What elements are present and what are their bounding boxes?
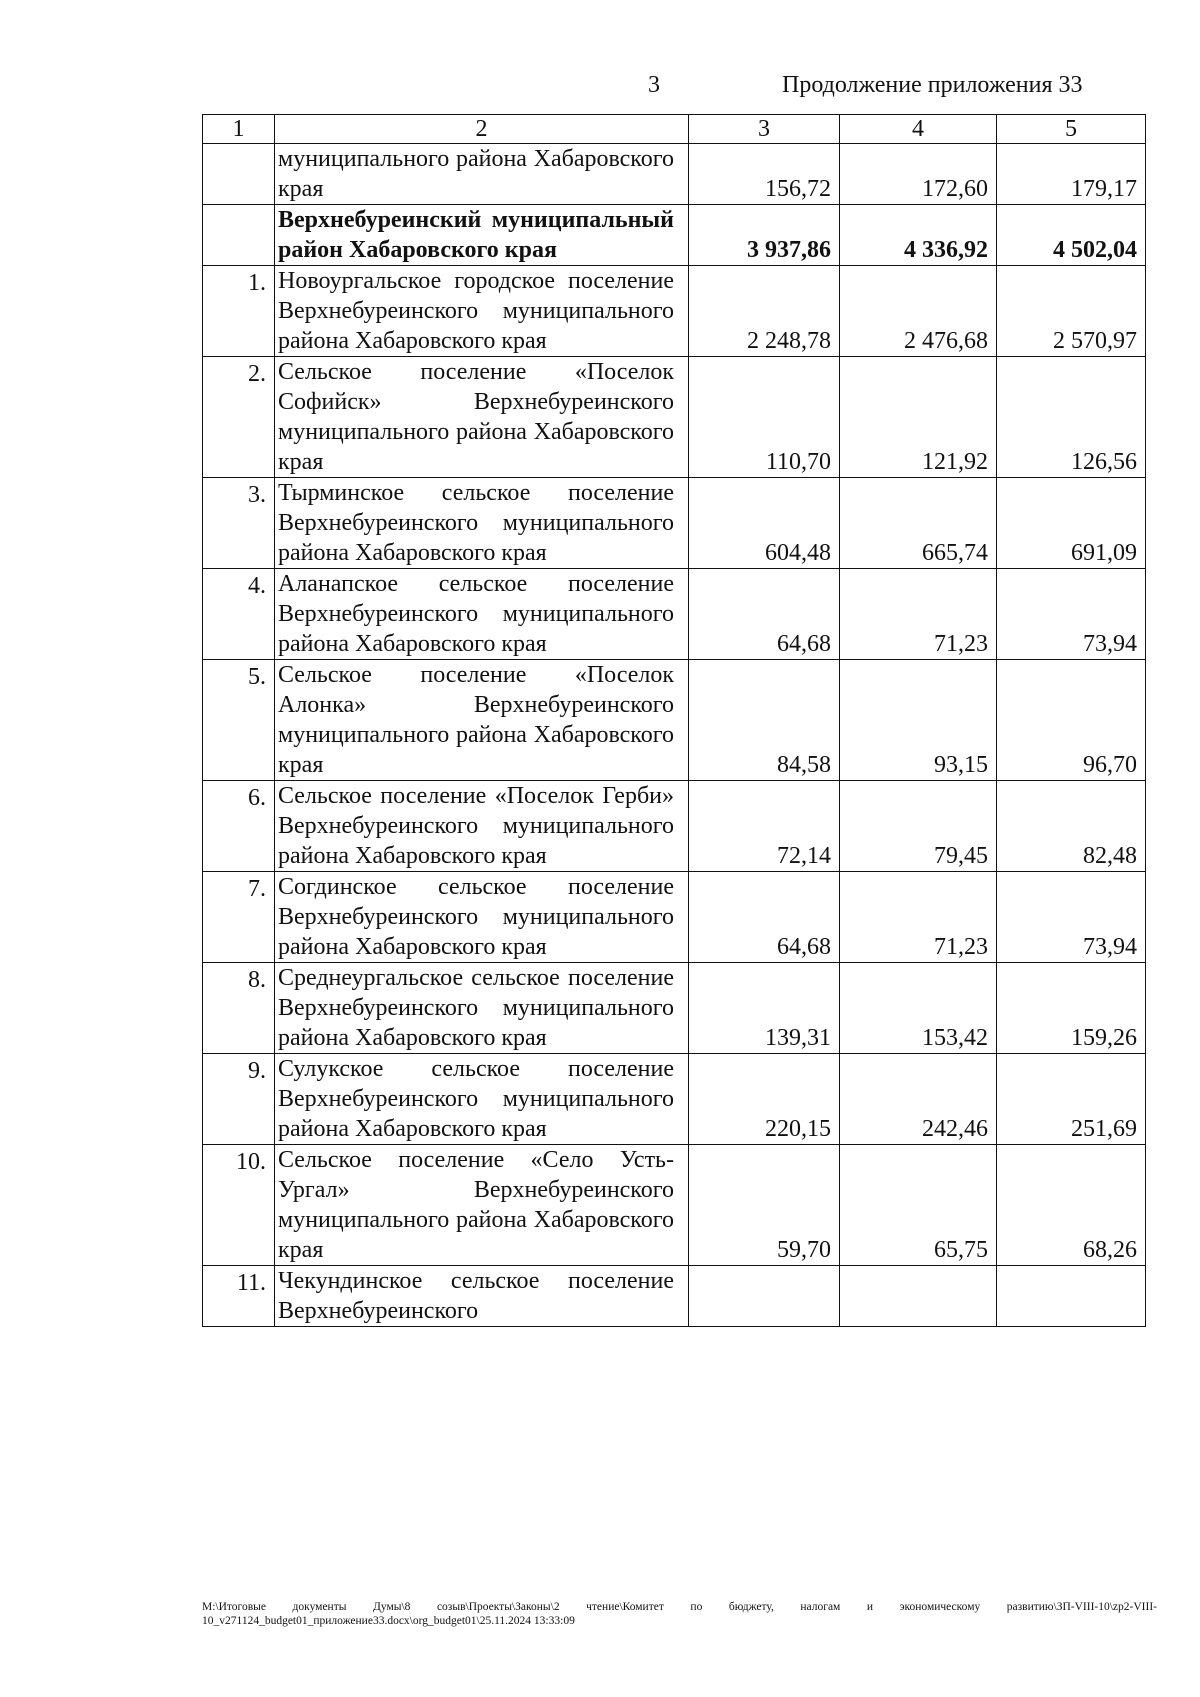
table-row [203,781,1146,872]
row-name: Среднеургальское сельское поселение Верхнебуреинского муниципального района Хабаровского края [275,963,689,1054]
row-value-col3: 220,15 [689,1054,840,1145]
row-number: 10. [203,1145,275,1266]
table-row [203,144,1146,205]
row-value-col3: 2 248,78 [689,266,840,357]
row-name: муниципального района Хабаровского края [275,144,689,205]
row-value-col4: 121,92 [840,357,997,478]
row-value-col5: 126,56 [997,357,1146,478]
row-name: Согдинское сельское поселение Верхнебуреинского муниципального района Хабаровского края [275,872,689,963]
row-name: Сельское поселение «Поселок Герби» Верхнебуреинского муниципального района Хабаровского края [275,781,689,872]
row-value-col4: 79,45 [840,781,997,872]
table-row [203,266,1146,357]
table-row [203,569,1146,660]
row-number: 3. [203,478,275,569]
row-value-col4: 4 336,92 [840,205,997,266]
column-header-5: 5 [997,115,1146,144]
row-number: 11. [203,1266,275,1327]
page-number: 3 [648,72,660,98]
row-value-col3 [689,1266,840,1327]
row-number: 7. [203,872,275,963]
row-value-col5: 73,94 [997,872,1146,963]
row-name: Верхнебуреинский муниципальный район Хабаровского края [275,205,689,266]
table-row [203,1266,1146,1327]
row-value-col5: 96,70 [997,660,1146,781]
table-body [203,115,1146,1327]
row-value-col4: 665,74 [840,478,997,569]
row-number: 2. [203,357,275,478]
row-value-col4: 93,15 [840,660,997,781]
row-name: Сельское поселение «Поселок Софийск» Верхнебуреинского муниципального района Хабаровского края [275,357,689,478]
row-value-col3: 64,68 [689,569,840,660]
row-value-col4: 242,46 [840,1054,997,1145]
column-header-3: 3 [689,115,840,144]
row-value-col4: 65,75 [840,1145,997,1266]
row-number: 9. [203,1054,275,1145]
row-number: 1. [203,266,275,357]
row-name: Сулукское сельское поселение Верхнебуреинского муниципального района Хабаровского края [275,1054,689,1145]
table-row [203,205,1146,266]
row-number [203,144,275,205]
table-row [203,478,1146,569]
row-value-col5: 4 502,04 [997,205,1146,266]
continuation-heading: Продолжение приложения 33 [782,72,1083,98]
row-value-col5: 82,48 [997,781,1146,872]
row-name: Новоургальское городское поселение Верхнебуреинского муниципального района Хабаровского края [275,266,689,357]
row-value-col5: 251,69 [997,1054,1146,1145]
column-header-1: 1 [203,115,275,144]
row-value-col5: 159,26 [997,963,1146,1054]
row-value-col5: 2 570,97 [997,266,1146,357]
row-number: 8. [203,963,275,1054]
row-number: 4. [203,569,275,660]
file-path-footer: M:\Итоговые документы Думы\8 созыв\Проекты\Законы\2 чтение\Комитет по бюджету, налогам и экономическому развитию\ЗП-VIII-10\zp2-VIII-10_v271124_budget01_приложение33.docx\org_budget01\25.11.2024 13:33:09 [202,1601,1157,1627]
row-value-col4: 172,60 [840,144,997,205]
row-value-col3: 604,48 [689,478,840,569]
row-name: Сельское поселение «Село Усть-Ургал» Верхнебуреинского муниципального района Хабаровского края [275,1145,689,1266]
row-value-col4: 71,23 [840,569,997,660]
column-header-2: 2 [275,115,689,144]
row-value-col4 [840,1266,997,1327]
table-row [203,963,1146,1054]
row-value-col4: 2 476,68 [840,266,997,357]
row-value-col3: 139,31 [689,963,840,1054]
row-value-col5: 691,09 [997,478,1146,569]
row-value-col3: 64,68 [689,872,840,963]
row-name: Тырминское сельское поселение Верхнебуреинского муниципального района Хабаровского края [275,478,689,569]
table-row [203,660,1146,781]
row-name: Сельское поселение «Поселок Алонка» Верхнебуреинского муниципального района Хабаровского края [275,660,689,781]
row-value-col4: 71,23 [840,872,997,963]
row-value-col3: 84,58 [689,660,840,781]
row-value-col3: 72,14 [689,781,840,872]
table-row [203,872,1146,963]
row-value-col3: 59,70 [689,1145,840,1266]
row-value-col5: 179,17 [997,144,1146,205]
budget-table [202,114,1146,1327]
column-header-4: 4 [840,115,997,144]
row-value-col3: 156,72 [689,144,840,205]
row-number: 6. [203,781,275,872]
table-header-row [203,115,1146,144]
table-row [203,1054,1146,1145]
row-name: Чекундинское сельское поселение Верхнебуреинского [275,1266,689,1327]
row-value-col4: 153,42 [840,963,997,1054]
row-value-col5 [997,1266,1146,1327]
row-number: 5. [203,660,275,781]
row-value-col5: 68,26 [997,1145,1146,1266]
row-value-col5: 73,94 [997,569,1146,660]
row-value-col3: 110,70 [689,357,840,478]
row-number [203,205,275,266]
row-value-col3: 3 937,86 [689,205,840,266]
table-row [203,1145,1146,1266]
table-row [203,357,1146,478]
row-name: Аланапское сельское поселение Верхнебуреинского муниципального района Хабаровского края [275,569,689,660]
